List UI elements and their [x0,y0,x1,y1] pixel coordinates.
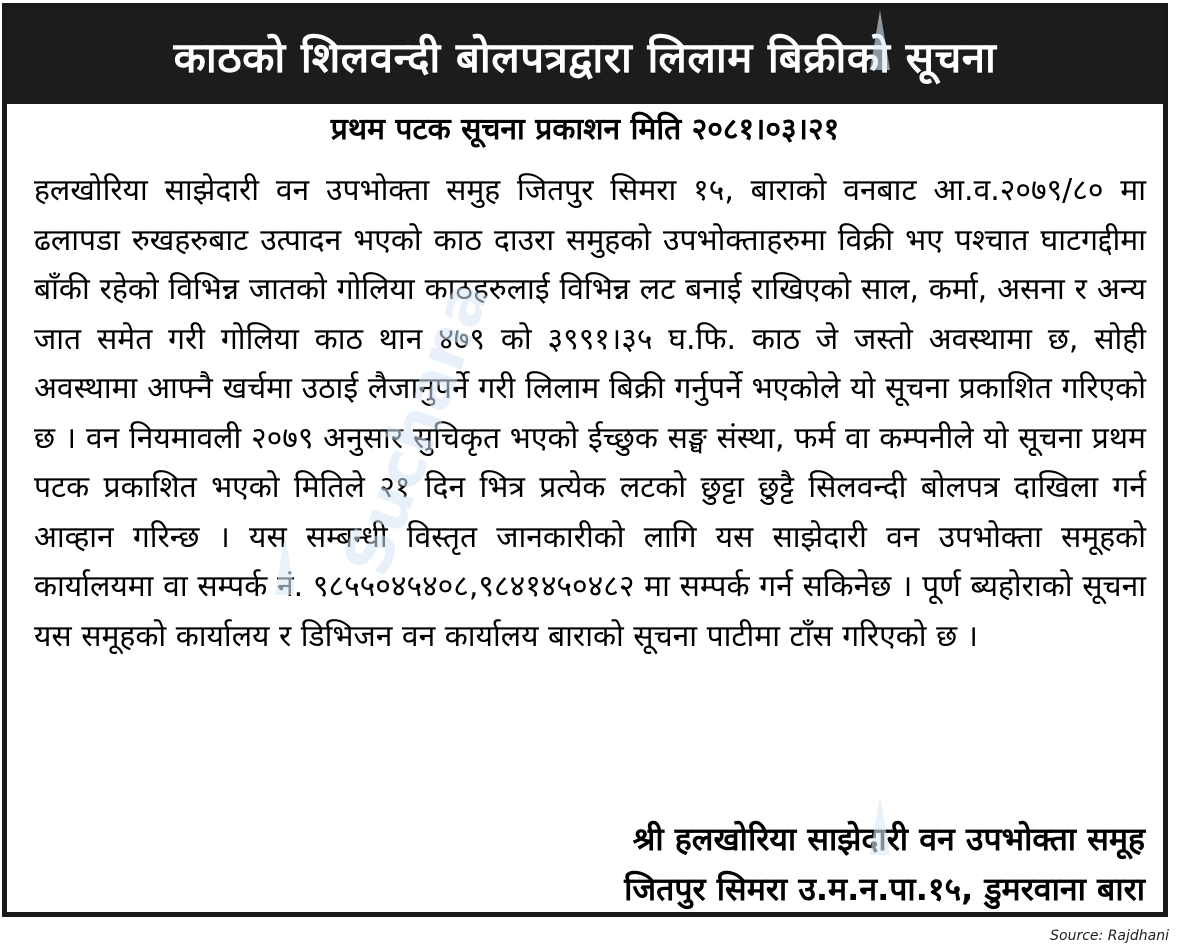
signature-organization: श्री हलखोरिया साझेदारी वन उपभोक्ता समूह [632,820,1145,858]
notice-body: हलखोरिया साझेदारी वन उपभोक्ता समुह जितपुर सिमरा १५, बाराको वनबाट आ.व.२०७९/८० मा ढलापडा रुखहरुबाट उत्पादन भएको काठ दाउरा समुहको उपभोक्ताहरुमा विक्री भए पश्चात घाटगद्दीमा बाँकी रहेको विभिन्न जातको गोलिया काठहरुलाई विभिन्न लट बनाई राखिएको साल, कर्मा, असना र अन्य जात समेत गरी गोलिया काठ थान ४७९ को ३९९१।३५ घ.फि. काठ जे जस्तो अवस्थामा छ, सोही अवस्थामा आफ्नै खर्चमा उठाई लैजानुपर्ने गरी लिलाम बिक्री गर्नुपर्ने भएकोले यो सूचना प्रकाशित गरिएको छ । वन नियमावली २०७९ अनुसार सुचिकृत भएको ईच्छुक सङ्घ संस्था, फर्म वा कम्पनीले यो सूचना प्रथम पटक प्रकाशित भएको मितिले २१ दिन भित्र प्रत्येक लटको छुट्टा छुट्टै सिलवन्दी बोलपत्र दाखिला गर्न आव्हान गरिन्छ । यस सम्बन्धी विस्तृत जानकारीको लागि यस साझेदारी वन उपभोक्ता समूहको कार्यालयमा वा सम्पर्क नं. ९८५५०४५४०८,९८४१४५०४८२ मा सम्पर्क गर्न सकिनेछ । पूर्ण ब्यहोराको सूचना यस समूहको कार्यालय र डिभिजन वन कार्यालय बाराको सूचना पाटीमा टाँस गरिएको छ । [34,173,1146,654]
signature-address: जितपुर सिमरा उ.म.न.पा.१५, डुमरवाना बारा [624,870,1145,908]
watermark-logo: Suchana [330,271,505,586]
signature-block [624,814,1145,914]
publication-date: प्रथम पटक सूचना प्रकाशन मिति २०८१।०३।२१ [330,112,840,147]
notice-title: काठको शिलवन्दी बोलपत्रद्वारा लिलाम बिक्रीको सूचना [7,8,1163,104]
notice-box [2,3,1168,917]
source-credit: Source: Rajdhani [1050,928,1169,944]
